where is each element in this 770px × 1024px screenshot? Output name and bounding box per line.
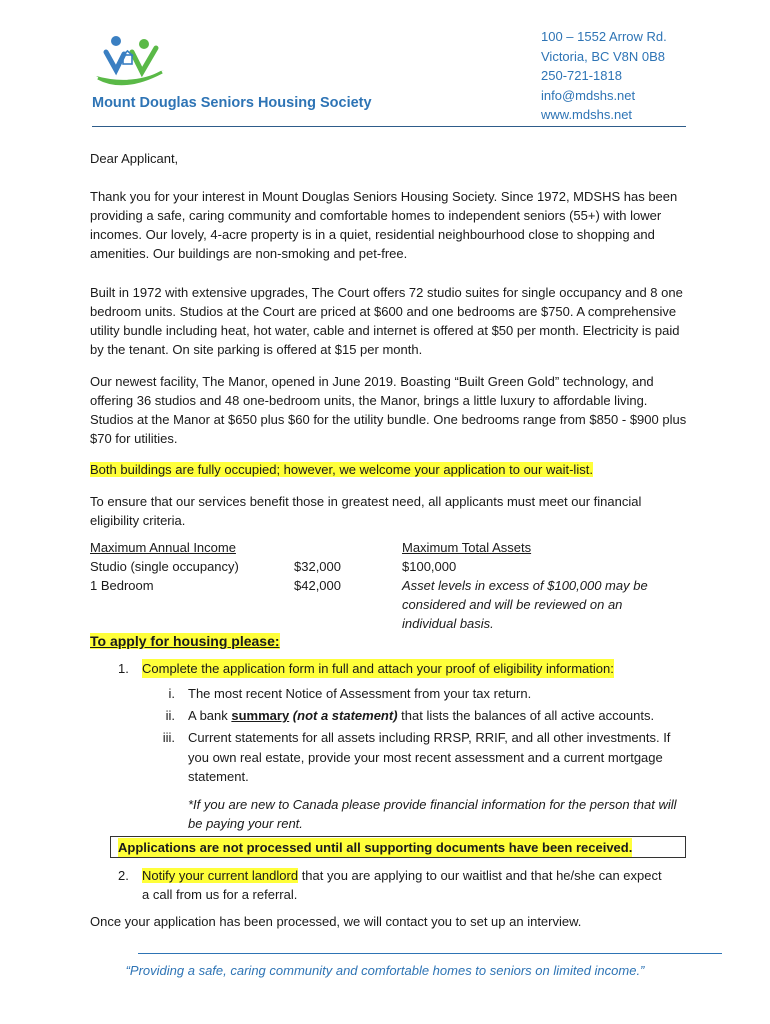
- assets-heading: Maximum Total Assets: [402, 540, 532, 555]
- contact-address: [541, 27, 667, 125]
- footer-tagline: “Providing a safe, caring community and comfortable homes to seniors on limited income.”: [125, 963, 645, 978]
- eligibility-criteria: [90, 538, 690, 638]
- paragraph-text: Thank you for your interest in Mount Douglas Seniors Housing Society. Since 1972, MDSHS has been providing a safe, caring community and comfortable homes to independent seniors (55+) with lower incomes. Our lovely, 4-acre property is in a quiet, residential neighbourhood close to shopping and amenities. Our buildings are non-smoking and pet-free.: [90, 189, 678, 261]
- step-2-rest: that you are applying to our waitlist and that he/she can expect a call from us for a referral.: [142, 868, 662, 902]
- court-paragraph: [90, 283, 690, 359]
- income-row-value: $42,000: [294, 578, 341, 593]
- step-number: 1.: [118, 661, 129, 676]
- assets-note: Asset levels in excess of $100,000 may be considered and will be reviewed on an individual basis.: [402, 578, 648, 631]
- society-logo-icon: [92, 34, 168, 90]
- documents-notice: Applications are not processed until all supporting documents have been received.: [118, 840, 633, 855]
- sub-item-i: [145, 684, 705, 704]
- income-row-value: $32,000: [294, 559, 341, 574]
- apply-heading-text: To apply for housing please:: [90, 633, 280, 649]
- apply-heading: [90, 631, 280, 651]
- new-to-canada-note: *If you are new to Canada please provide financial information for the person that will be paying your rent.: [188, 797, 677, 831]
- step-2: [118, 866, 678, 906]
- step-2-highlight: Notify your current landlord: [142, 868, 299, 883]
- sub-item-number: iii.: [162, 730, 175, 745]
- paragraph-text: Built in 1972 with extensive upgrades, The Court offers 72 studio suites for single occupancy and 8 one bedroom units. Studios at the Court are priced at $600 and one bedrooms are $750. A comprehensive utility bundle including heat, hot water, cable and internet is offered at $50 per month. Electricity is paid by the tenant. On site parking is offered at $15 per month.: [90, 285, 683, 357]
- step-2-text: [142, 866, 672, 904]
- organization-name: Mount Douglas Seniors Housing Society: [92, 95, 372, 111]
- sub-item-text: Current statements for all assets including RRSP, RRIF, and all other investments. If you own real estate, provide your most recent assessment and a current mortgage statement.: [188, 730, 671, 784]
- address-city: Victoria, BC V8N 0B8: [541, 48, 666, 64]
- step-number: 2.: [118, 868, 129, 883]
- sub-item-ii: [145, 706, 705, 726]
- step-1-text: Complete the application form in full and attach your proof of eligibility information:: [142, 661, 614, 676]
- income-values: [294, 538, 341, 595]
- sub-item-text: The most recent Notice of Assessment from your tax return.: [188, 686, 532, 701]
- address-street: 100 – 1552 Arrow Rd.: [541, 29, 667, 44]
- address-website: www.mdshs.net: [541, 107, 633, 122]
- emphasis-summary: summary: [231, 708, 290, 723]
- income-row-label: 1 Bedroom: [90, 578, 154, 593]
- intro-paragraph: [90, 187, 690, 263]
- sub-item-number: i.: [168, 686, 175, 701]
- waitlist-notice-block: [90, 460, 690, 479]
- income-row-label: Studio (single occupancy): [90, 559, 239, 574]
- manor-paragraph: [90, 372, 690, 448]
- greeting: Dear Applicant,: [90, 151, 179, 166]
- income-labels: [90, 538, 239, 595]
- footer-divider: [138, 953, 722, 954]
- sub-item-text-part: that lists the balances of all active accounts.: [397, 708, 655, 723]
- documents-notice-box: [110, 836, 686, 858]
- paragraph-text: Our newest facility, The Manor, opened in June 2019. Boasting “Built Green Gold” technology, and offering 36 studios and 48 one-bedroom units, the Manor, brings a little luxury to affordable living. Studios at the Manor at $650 plus $60 for the utility bundle. One bedrooms range from $850 - $900 plus $70 for utilities.: [90, 374, 687, 446]
- sub-item-iii: [145, 728, 705, 788]
- assets-column: [402, 538, 672, 633]
- eligibility-intro: To ensure that our services benefit those in greatest need, all applicants must meet our financial eligibility criteria.: [90, 494, 642, 528]
- income-heading: Maximum Annual Income: [90, 540, 236, 555]
- sub-item-text-part: A bank: [188, 708, 232, 723]
- assets-value: $100,000: [402, 559, 457, 574]
- emphasis-not-statement: (not a statement): [289, 708, 398, 723]
- sub-item-text: [188, 706, 688, 726]
- waitlist-notice: Both buildings are fully occupied; however, we welcome your application to our wait-list.: [90, 462, 593, 477]
- address-email: info@mdshs.net: [541, 87, 636, 103]
- address-phone: 250-721-1818: [541, 68, 622, 83]
- closing-line: Once your application has been processed, we will contact you to set up an interview.: [90, 914, 582, 929]
- header-divider: [92, 126, 686, 127]
- sub-item-number: ii.: [165, 708, 175, 723]
- step-1: [118, 659, 698, 679]
